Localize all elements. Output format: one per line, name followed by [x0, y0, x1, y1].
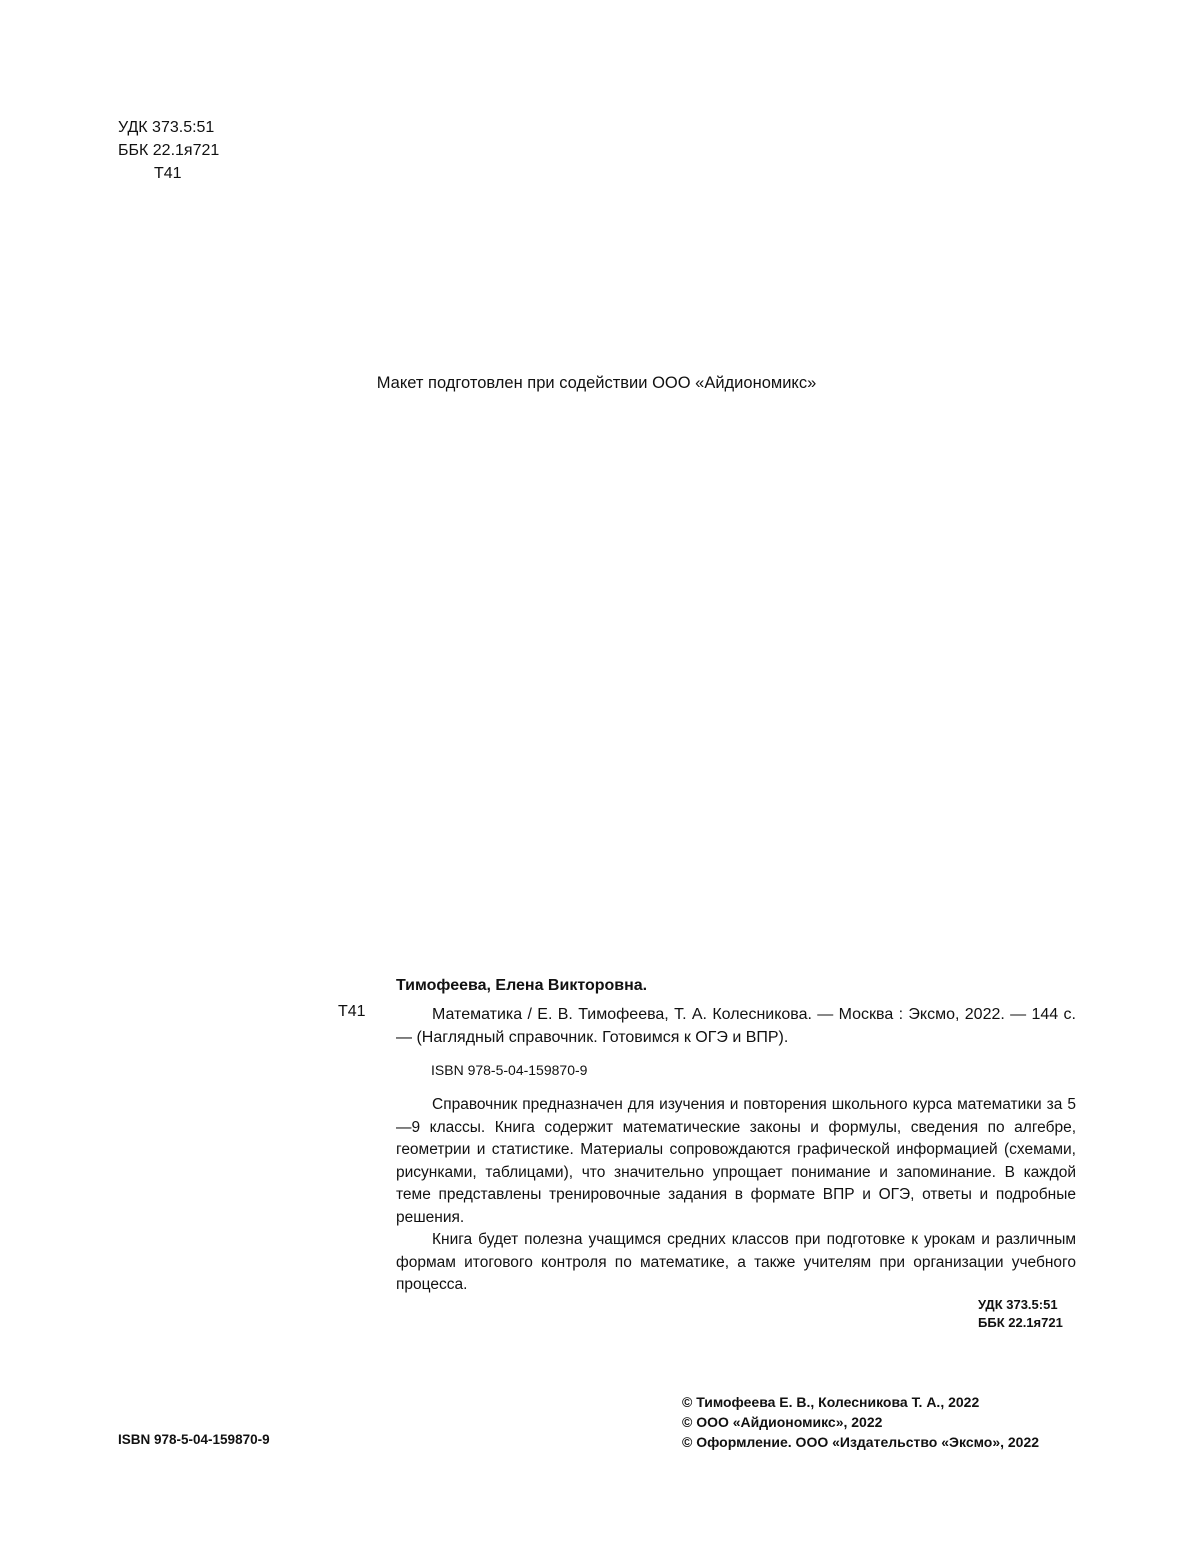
catalog-bbk: ББК 22.1я721 — [978, 1315, 1063, 1330]
annotation-paragraph: Справочник предназначен для изучения и повторения школьного курса математики за 5—9 классы. Книга содержит математические законы и формулы, сведения по алгебре, геометрии и статистике. Материалы сопровождаются графической информацией (схемами, рисунками, таблицами), что значительно упрощает понимание и запоминание. В каждой теме представлены тренировочные задания в формате ВПР и ОГЭ, ответы и подробные решения. — [396, 1096, 1076, 1226]
catalog-isbn: ISBN 978-5-04-159870-9 — [431, 1062, 588, 1078]
catalog-author-code: Т41 — [338, 1003, 366, 1020]
catalog-udk: УДК 373.5:51 — [978, 1297, 1058, 1312]
copyright-line: © Оформление. ООО «Издательство «Эксмо», 2022 — [682, 1434, 1040, 1450]
catalog-classification — [978, 1296, 1063, 1332]
footer-isbn: ISBN 978-5-04-159870-9 — [118, 1432, 270, 1447]
annotation-paragraph: Книга будет полезна учащимся средних классов при подготовке к урокам и различным формам итогового контроля по математике, а также учителям при организации учебного процесса. — [396, 1231, 1076, 1293]
bibliographic-text: Математика / Е. В. Тимофеева, Т. А. Колесникова. — Москва : Эксмо, 2022. — 144 с. — (Наглядный справочник. Готовимся к ОГЭ и ВПР). — [396, 1006, 1076, 1046]
author-heading: Тимофеева, Елена Викторовна. — [396, 977, 648, 994]
classification-block — [118, 116, 219, 185]
annotation — [396, 1094, 1076, 1297]
copyright-block — [682, 1392, 1039, 1452]
udk-code: УДК 373.5:51 — [118, 119, 215, 136]
bibliographic-description — [396, 1003, 1076, 1049]
copyright-line: © Тимофеева Е. В., Колесникова Т. А., 2022 — [682, 1394, 980, 1410]
author-code: Т41 — [154, 165, 182, 182]
layout-note: Макет подготовлен при содействии ООО «Айдиономикс» — [376, 374, 817, 392]
copyright-line: © ООО «Айдиономикс», 2022 — [682, 1414, 883, 1430]
bbk-code: ББК 22.1я721 — [118, 142, 220, 159]
